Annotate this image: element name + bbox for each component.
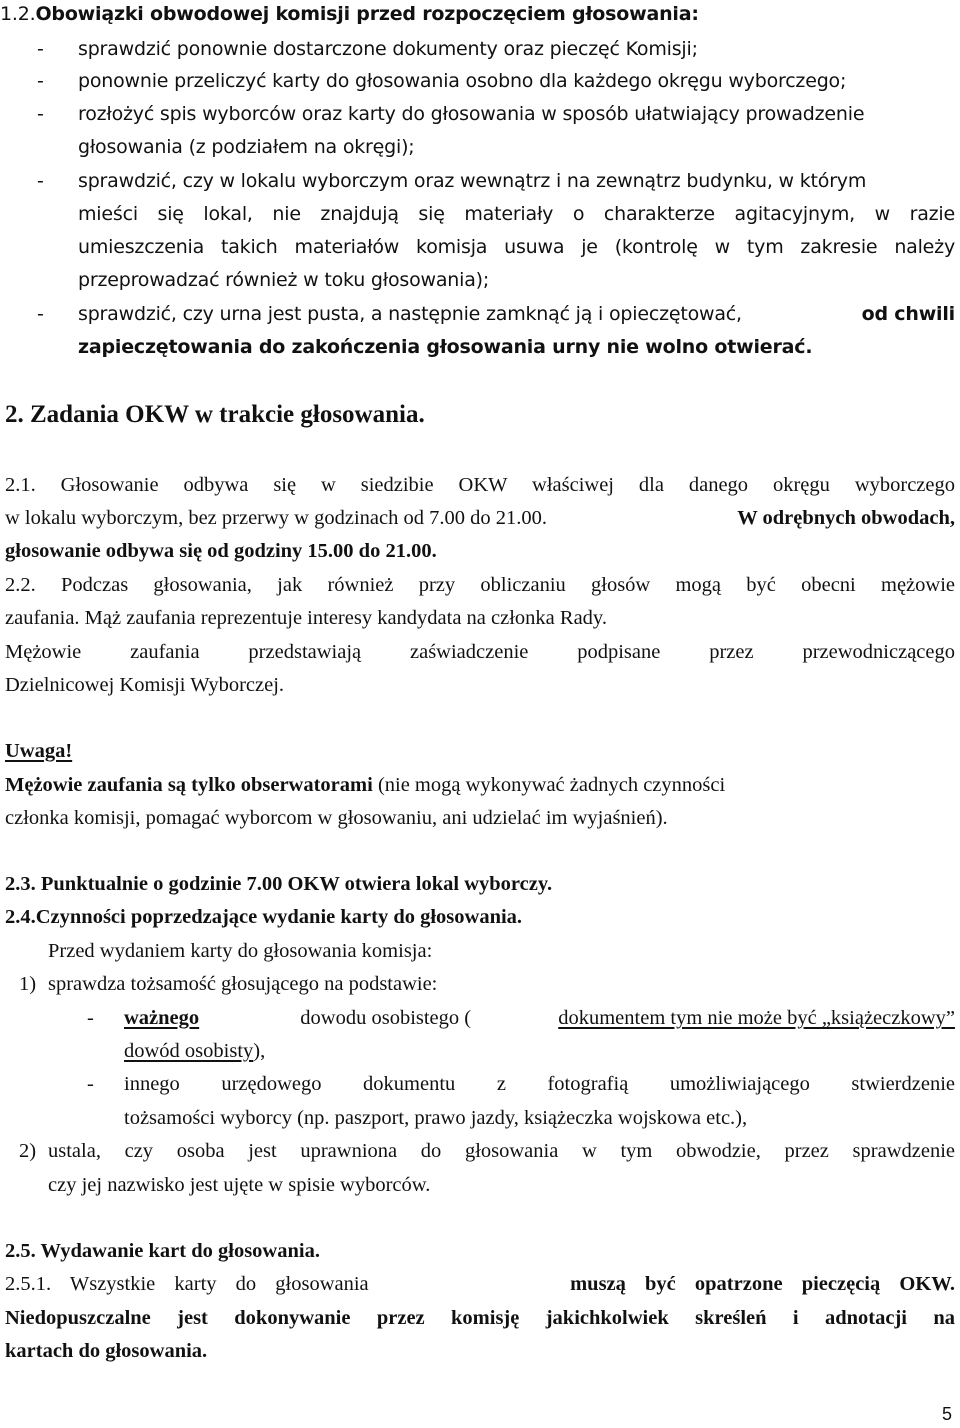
section-2-5-title: 2.5. Wydawanie kart do głosowania. bbox=[5, 1240, 320, 1262]
paragraph-text: 2.5.1. Wszystkie karty do głosowania bbox=[5, 1273, 369, 1295]
bullet-dash: - bbox=[37, 303, 44, 325]
bullet-dash: - bbox=[37, 103, 44, 125]
section-2-3: 2.3. Punktualnie o godzinie 7.00 OKW otwiera lokal wyborczy. bbox=[5, 873, 553, 895]
list-item-bold-continuation: zapieczętowania do zakończenia głosowania urny nie wolno otwierać. bbox=[78, 336, 813, 358]
sub-item-underlined-text: dowód osobisty bbox=[124, 1040, 254, 1062]
numbered-item-text: sprawdza tożsamość głosującego na podstawie: bbox=[48, 973, 438, 995]
numbered-item-text: czy jej nazwisko jest ujęte w spisie wyborców. bbox=[48, 1174, 431, 1196]
paragraph-2-2-line: 2.2. Podczas głosowania, jak również przy obliczaniu głosów mogą być obecni mężowie bbox=[5, 574, 955, 596]
sub-item-text: dowodu osobistego ( bbox=[300, 1007, 472, 1029]
section-2-5-line bbox=[5, 1274, 955, 1295]
numbered-item-number: 2) bbox=[19, 1140, 37, 1162]
list-item-text: sprawdzić, czy urna jest pusta, a następnie zamknąć ją i opieczętować, bbox=[78, 303, 742, 325]
list-item: sprawdzić ponownie dostarczone dokumenty oraz pieczęć Komisji; bbox=[78, 38, 698, 60]
section-2-4-title: 2.4.Czynności poprzedzające wydanie karty do głosowania. bbox=[5, 906, 523, 928]
bullet-dash: - bbox=[37, 170, 44, 192]
list-item-continuation: umieszczenia takich materiałów komisja usuwa je (kontrolę w tym zakresie należy bbox=[78, 236, 955, 258]
list-item-bold-text: od chwili bbox=[861, 303, 955, 325]
list-item: sprawdzić, czy w lokalu wyborczym oraz wewnątrz i na zewnątrz budynku, w którym bbox=[78, 170, 867, 192]
paragraph-text: w lokalu wyborczym, bez przerwy w godzinach od 7.00 do 21.00. bbox=[5, 507, 547, 529]
sub-item-text: ), bbox=[253, 1040, 266, 1062]
paragraph-2-1-bold-line: głosowanie odbywa się od godziny 15.00 do 21.00. bbox=[5, 540, 437, 562]
list-item-continuation: głosowania (z podziałem na okręgi); bbox=[78, 136, 415, 158]
sub-item-line: tożsamości wyborcy (np. paszport, prawo jazdy, książeczka wojskowa etc.), bbox=[124, 1107, 748, 1129]
bullet-dash: - bbox=[37, 38, 44, 60]
paragraph-2-1-line bbox=[5, 508, 955, 529]
sub-item-underlined-text: dokumentem tym nie może być „książeczkowy” bbox=[558, 1007, 955, 1029]
bullet-dash: - bbox=[87, 1007, 94, 1029]
bullet-dash: - bbox=[37, 70, 44, 92]
paragraph-2-2-line: Dzielnicowej Komisji Wyborczej. bbox=[5, 674, 285, 696]
sub-item-line: innego urzędowego dokumentu z fotografią umożliwiającego stwierdzenie bbox=[124, 1073, 955, 1095]
sub-item-line bbox=[124, 1041, 265, 1062]
warning-text: (nie mogą wykonywać żadnych czynności bbox=[377, 774, 726, 796]
section-2-heading: 2. Zadania OKW w trakcie głosowania. bbox=[5, 401, 425, 428]
sub-item-line bbox=[124, 1008, 955, 1029]
section-2-5-bold-line: Niedopuszczalne jest dokonywanie przez komisję jakichkolwiek skreśleń i adnotacji na bbox=[5, 1307, 955, 1329]
paragraph-2-2-line: zaufania. Mąż zaufania reprezentuje interesy kandydata na członka Rady. bbox=[5, 607, 607, 629]
warning-line bbox=[5, 775, 725, 796]
section-2-4-intro: Przed wydaniem karty do głosowania komisja: bbox=[48, 940, 433, 962]
list-item: ponownie przeliczyć karty do głosowania osobno dla każdego okręgu wyborczego; bbox=[78, 70, 847, 92]
section-number: 1.2. bbox=[0, 3, 36, 25]
warning-line: członka komisji, pomagać wyborcom w głosowaniu, ani udzielać im wyjaśnień). bbox=[5, 807, 668, 829]
section-title: Obowiązki obwodowej komisji przed rozpoczęciem głosowania: bbox=[35, 3, 699, 25]
warning-bold-text: Mężowie zaufania są tylko obserwatorami bbox=[5, 774, 373, 796]
section-1-2-heading bbox=[0, 5, 699, 24]
paragraph-2-2-line: Mężowie zaufania przedstawiają zaświadczenie podpisane przez przewodniczącego bbox=[5, 641, 955, 663]
list-item bbox=[78, 305, 955, 324]
list-item: rozłożyć spis wyborców oraz karty do głosowania w sposób ułatwiający prowadzenie bbox=[78, 103, 865, 125]
sub-item-strong-text: ważnego bbox=[124, 1007, 200, 1029]
paragraph-bold-text: muszą być opatrzone pieczęcią OKW. bbox=[570, 1273, 955, 1295]
list-item-continuation: mieści się lokal, nie znajdują się materiały o charakterze agitacyjnym, w razie bbox=[78, 203, 955, 225]
numbered-item-number: 1) bbox=[19, 973, 37, 995]
numbered-item-text: ustala, czy osoba jest uprawniona do głosowania w tym obwodzie, przez sprawdzenie bbox=[48, 1140, 955, 1162]
paragraph-bold-text: W odrębnych obwodach, bbox=[737, 507, 955, 529]
warning-label: Uwaga! bbox=[5, 740, 73, 762]
section-2-5-bold-line: kartach do głosowania. bbox=[5, 1340, 208, 1362]
list-item-continuation: przeprowadzać również w toku głosowania); bbox=[78, 269, 490, 291]
paragraph-2-1-line: 2.1. Głosowanie odbywa się w siedzibie OKW właściwej dla danego okręgu wyborczego bbox=[5, 474, 955, 496]
page-number: 5 bbox=[942, 1404, 953, 1424]
bullet-dash: - bbox=[87, 1073, 94, 1095]
